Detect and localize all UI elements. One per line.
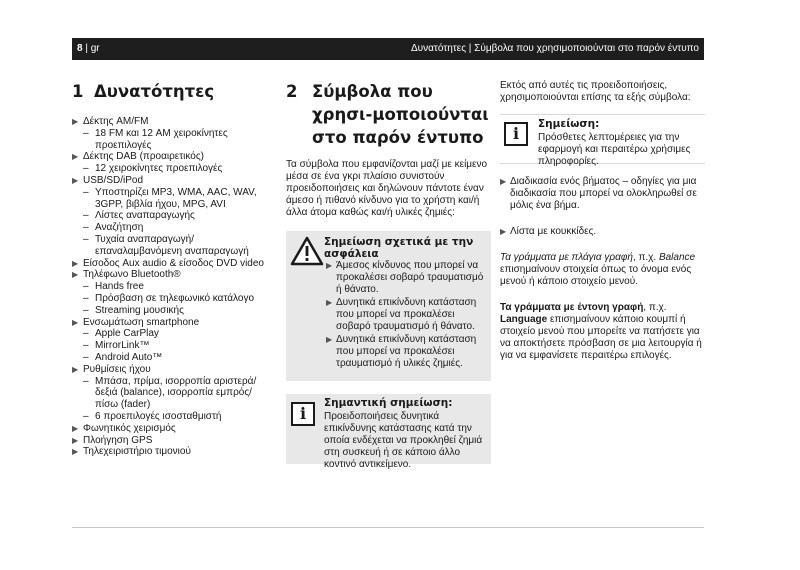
bullet-list-item: ▶ Λίστα με κουκκίδες. (500, 226, 597, 237)
feature-label: Φωνητικός χειρισμός (83, 422, 176, 434)
feature-subitem: – Λίστες αναπαραγωγής (83, 210, 195, 222)
triangle-right-icon: ▶ (326, 335, 333, 344)
info-icon: i (504, 122, 528, 146)
feature-subitem: – Πρόσβαση σε τηλεφωνικό κατάλογο (83, 292, 255, 304)
safety-warning-list (326, 260, 486, 371)
important-note-box (286, 394, 491, 470)
footer-divider (72, 527, 704, 528)
feature-item (72, 269, 272, 316)
important-note-title: Σημαντική σημείωση: (324, 397, 453, 409)
warning-item: ▶ Δυνητικά επικίνδυνη κατάσταση που μπορεί να προκαλέσει τραυματισμό ή υλικές ζημιές. (326, 334, 477, 369)
feature-label: Ενσωμάτωση smartphone (83, 316, 200, 328)
feature-subitem: – MirrorLink™ (83, 340, 150, 352)
triangle-right-icon: ▶ (72, 258, 79, 268)
feature-subitem: – 6 προεπιλογές ισοσταθμιστή (83, 410, 222, 422)
feature-label: Δέκτης DAB (προαιρετικός) (83, 151, 204, 163)
symbols-column (286, 80, 491, 470)
triangle-right-icon: ▶ (326, 261, 333, 270)
feature-item (72, 364, 272, 423)
triangle-right-icon: ▶ (72, 152, 79, 162)
info-icon: i (291, 402, 315, 426)
triangle-right-icon: ▶ (72, 317, 79, 327)
triangle-right-icon: ▶ (72, 435, 79, 445)
feature-label: Πλοήγηση GPS (83, 434, 153, 446)
triangle-right-icon: ▶ (500, 227, 507, 236)
feature-item (72, 151, 272, 175)
feature-item (72, 435, 272, 447)
feature-subitem: – Υποστηρίζει MP3, WMA, AAC, WAV, 3GPP, βιβλία ήχου, MPG, AVI (83, 186, 257, 210)
feature-label: Ρυθμίσεις ήχου (83, 363, 151, 375)
feature-subitem: – Streaming μουσικής (83, 304, 184, 316)
feature-label: USB/SD/iPod (83, 174, 144, 186)
safety-warning-title: Σημείωση σχετικά με την ασφάλεια (324, 236, 474, 260)
extra-intro: Εκτός από αυτές τις προειδοποιήσεις, χρησιμοποιούνται επίσης τα εξής σύμβολα: (500, 80, 691, 103)
triangle-right-icon: ▶ (72, 364, 79, 374)
symbols-intro: Τα σύμβολα που εμφανίζονται μαζί με κείμενο μέσα σε ένα γκρι πλαίσιο συνιστούν προειδοποιήσεις και δηλώνουν πάντοτε έναν άμεσο ή πιθανό κίνδυνο για το χρήστη και/ή άλλα άτομα καθώς και/ή υλικές ζημιές: (286, 159, 488, 218)
triangle-right-icon: ▶ (72, 117, 79, 126)
important-note-text: Προειδοποιήσεις δυνητικά επικίνδυνης κατάστασης κατά την οποία ενδέχεται να προκληθεί ζημιά στη συσκευή ή σε κάποιο άλλο κοντινό αντικείμενο. (324, 411, 483, 470)
symbols-extra-column (500, 80, 705, 376)
triangle-right-icon: ▶ (72, 447, 79, 457)
feature-subitem: – Τυχαία αναπαραγωγή/επαναλαμβανόμενη αναπαραγωγή (83, 233, 249, 257)
bold-note: Τα γράμματα με έντονη γραφή, π.χ. Language επισημαίνουν κάποιο κουμπί ή στοιχείο μενού που μπορείτε να πατήσετε για να αποκτήσετε πρόσβαση σε μια λειτουργία ή για να εμφανίσετε περαιτέρω επιλογές. (500, 302, 702, 361)
feature-label: Τηλέφωνο Bluetooth® (83, 269, 181, 281)
triangle-right-icon: ▶ (326, 298, 333, 307)
feature-subitem: – Μπάσα, πρίμα, ισορροπία αριστερά/δεξιά (balance), ισορροπία εμπρός/πίσω (fader) (83, 375, 257, 411)
triangle-right-icon: ▶ (72, 175, 79, 185)
feature-subitem: – Android Auto™ (83, 351, 163, 363)
feature-subitem: – Hands free (83, 281, 144, 293)
features-list (72, 116, 272, 458)
feature-subitem: – Αναζήτηση (83, 222, 144, 234)
hint-box (500, 114, 705, 167)
features-heading: 1 Δυνατότητες (72, 82, 215, 101)
feature-label: Είσοδος Aux audio & είσοδος DVD video (83, 257, 264, 269)
hint-title: Σημείωση: (538, 118, 600, 130)
page-header (72, 38, 704, 60)
symbols-heading: 2 Σύμβολα που χρησι-μοποιούνται στο παρόν έντυπο (286, 82, 489, 147)
single-step-item: ▶ Διαδικασία ενός βήματος – οδηγίες για μια διαδικασία που μπορεί να ολοκληρωθεί σε μόλις ένα βήμα. (500, 176, 697, 211)
feature-item (72, 317, 272, 364)
warning-triangle-icon (290, 235, 324, 267)
warning-item: ▶ Δυνητικά επικίνδυνη κατάσταση που μπορεί να προκαλέσει σοβαρό τραυματισμό ή θάνατο. (326, 297, 477, 332)
feature-item (72, 446, 272, 458)
feature-subitem: – 18 FM και 12 AM χειροκίνητες προεπιλογές (83, 127, 228, 151)
feature-item (72, 258, 272, 270)
warning-item: ▶ Άμεσος κίνδυνος που μπορεί να προκαλέσει σοβαρό τραυματισμό ή θάνατο. (326, 260, 484, 295)
triangle-right-icon: ▶ (72, 270, 79, 280)
triangle-right-icon: ▶ (72, 423, 79, 433)
feature-subitem: – Apple CarPlay (83, 328, 159, 340)
feature-label: Δέκτης AM/FM (83, 116, 149, 127)
feature-item (72, 423, 272, 435)
header-title: Δυνατότητες | Σύμβολα που χρησιμοποιούνται στο παρόν έντυπο (410, 43, 699, 54)
triangle-right-icon: ▶ (500, 177, 507, 186)
feature-item (72, 175, 272, 258)
features-column (72, 80, 272, 458)
page-number: 8 | gr (77, 43, 100, 54)
italic-note: Τα γράμματα με πλάγια γραφή, π.χ. Balance επισημαίνουν στοιχεία όπως το όνομα ενός μενού ή κάποιο στοιχείο μενού. (500, 252, 696, 287)
hint-text: Πρόσθετες λεπτομέρειες για την εφαρμογή και περαιτέρω χρήσιμες πληροφορίες. (538, 132, 691, 167)
feature-label: Τηλεχειριστήριο τιμονιού (83, 446, 191, 458)
feature-subitem: – 12 χειροκίνητες προεπιλογές (83, 163, 223, 175)
safety-warning-box (286, 231, 491, 381)
feature-item (72, 116, 272, 151)
